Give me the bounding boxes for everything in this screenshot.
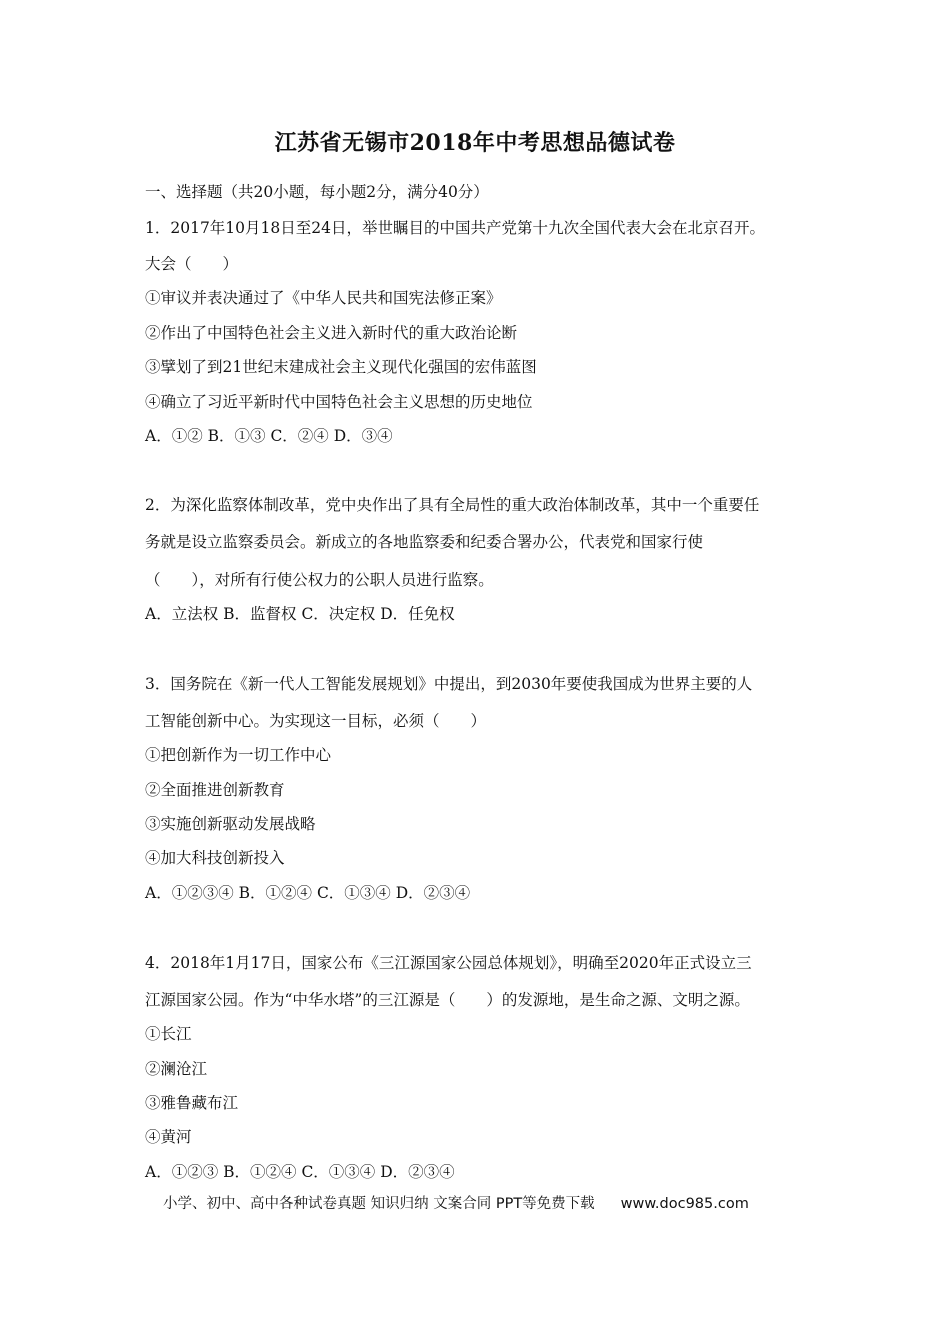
q3-choices: A．①②③④ B．①②④ C．①③④ D．②③④ (145, 884, 471, 902)
q1-stem-line-2: 大会（ ） (145, 255, 239, 273)
q4-option-2: ②澜沧江 (145, 1060, 208, 1078)
page-title: 江苏省无锡市2018年中考思想品德试卷 (274, 130, 676, 156)
page-footer (163, 1192, 749, 1213)
q1-option-2: ②作出了中国特色社会主义进入新时代的重大政治论断 (145, 324, 518, 342)
q2-stem-line-2: 务就是设立监察委员会。新成立的各地监察委和纪委合署办公，代表党和国家行使 (145, 533, 704, 551)
q4-option-4: ④黄河 (145, 1128, 192, 1146)
q3-stem-line-2: 工智能创新中心。为实现这一目标，必须（ ） (145, 712, 487, 730)
q3-option-3: ③实施创新驱动发展战略 (145, 815, 316, 833)
q1-option-1: ①审议并表决通过了《中华人民共和国宪法修正案》 (145, 289, 502, 307)
q4-option-1: ①长江 (145, 1025, 192, 1043)
footer-url[interactable]: www.doc985.com (620, 1196, 749, 1212)
q1-option-3: ③擘划了到21世纪末建成社会主义现代化强国的宏伟蓝图 (145, 358, 537, 376)
q2-stem-line-3: （ ），对所有行使公权力的公职人员进行监察。 (145, 571, 494, 589)
q4-option-3: ③雅鲁藏布江 (145, 1094, 239, 1112)
q4-stem-line-1: 4．2018年1月17日，国家公布《三江源国家公园总体规划》，明确至2020年正式设立三 (145, 954, 752, 972)
q1-option-4: ④确立了习近平新时代中国特色社会主义思想的历史地位 (145, 393, 533, 411)
q1-stem-line-1: 1．2017年10月18日至24日，举世瞩目的中国共产党第十九次全国代表大会在北京召开。 (145, 219, 765, 237)
footer-text: 小学、初中、高中各种试卷真题 知识归纳 文案合同 PPT等免费下载 (163, 1196, 595, 1212)
q4-stem-line-2: 江源国家公园。作为“中华水塔”的三江源是（ ）的发源地，是生命之源、文明之源。 (145, 991, 750, 1009)
q4-choices: A．①②③ B．①②④ C．①③④ D．②③④ (145, 1163, 455, 1181)
section-heading: 一、选择题（共20小题，每小题2分，满分40分） (145, 183, 489, 201)
q3-stem-line-1: 3．国务院在《新一代人工智能发展规划》中提出，到2030年要使我国成为世界主要的人 (145, 675, 753, 693)
q1-choices: A．①② B．①③ C．②④ D．③④ (145, 427, 393, 445)
q3-option-1: ①把创新作为一切工作中心 (145, 746, 332, 764)
q2-choices: A．立法权 B．监督权 C．决定权 D．任免权 (145, 605, 455, 623)
q3-option-2: ②全面推进创新教育 (145, 781, 285, 799)
q2-stem-line-1: 2．为深化监察体制改革，党中央作出了具有全局性的重大政治体制改革，其中一个重要任 (145, 496, 760, 514)
q3-option-4: ④加大科技创新投入 (145, 849, 285, 867)
